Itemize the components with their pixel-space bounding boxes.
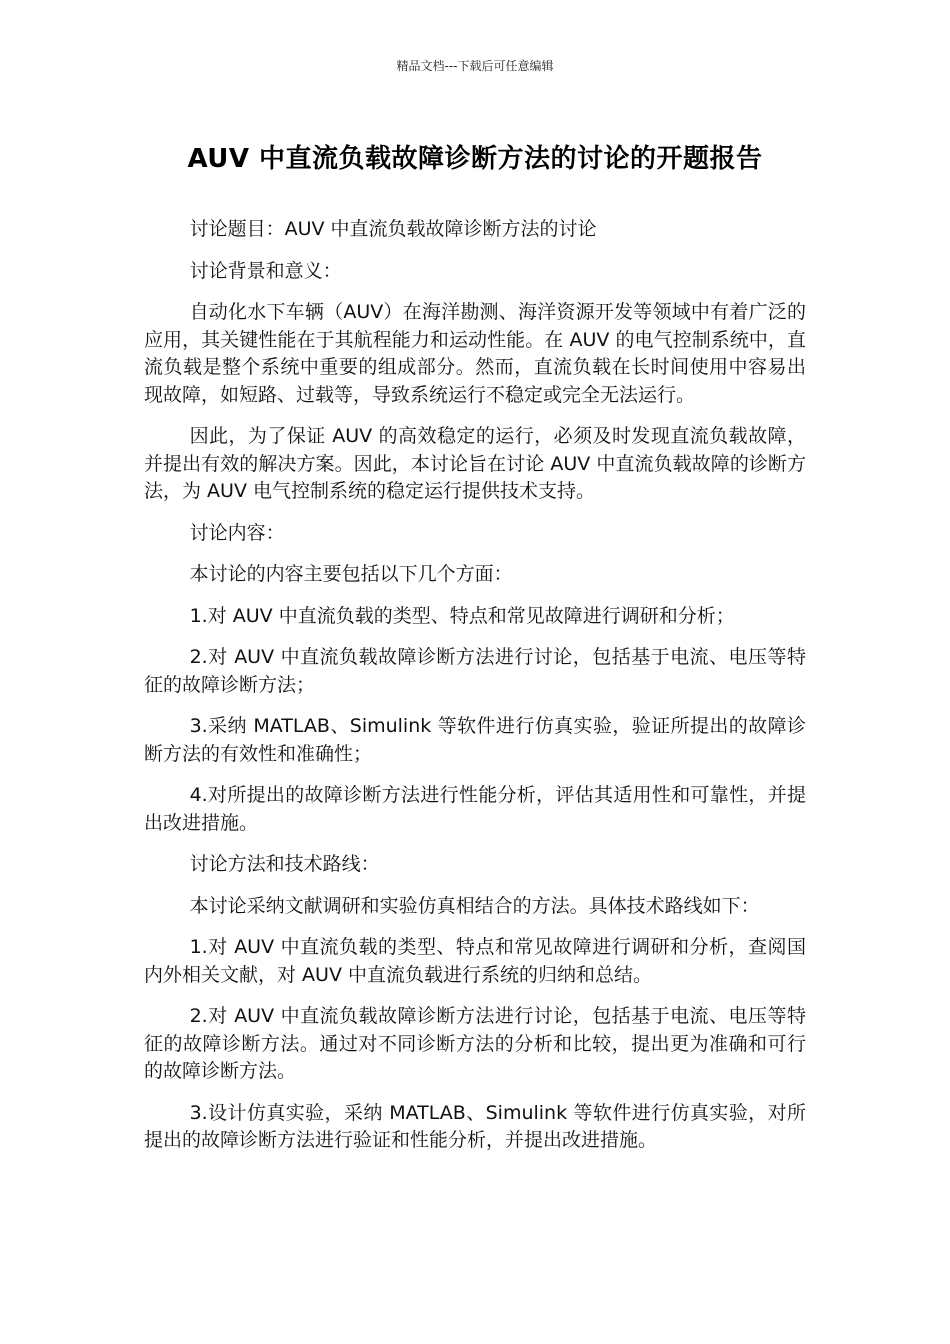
paragraph-content-item-4: 4.对所提出的故障诊断方法进行性能分析，评估其适用性和可靠性，并提出改进措施。 <box>144 784 806 834</box>
paragraph-content-item-1: 1.对 AUV 中直流负载的类型、特点和常见故障进行调研和分析； <box>189 604 735 627</box>
document-title: AUV 中直流负载故障诊断方法的讨论的开题报告 <box>187 144 763 174</box>
paragraph-content-intro: 本讨论的内容主要包括以下几个方面： <box>189 563 513 585</box>
paragraph-method-intro: 本讨论采纳文献调研和实验仿真相结合的方法。具体技术路线如下： <box>189 894 760 917</box>
page-header-note: 精品文档---下载后可任意编辑 <box>396 59 554 73</box>
paragraph-background-2: 因此，为了保证 AUV 的高效稳定的运行，必须及时发现直流负载故障，并提出有效的解决方案。因此，本讨论旨在讨论 AUV 中直流负载故障的诊断方法，为 AUV 电气控制系统的稳定运行提供技术支持。 <box>144 425 806 502</box>
paragraph-topic: 讨论题目：AUV 中直流负载故障诊断方法的讨论 <box>189 218 597 240</box>
paragraph-method-item-2: 2.对 AUV 中直流负载故障诊断方法进行讨论，包括基于电流、电压等特征的故障诊断方法。通过对不同诊断方法的分析和比较，提出更为准确和可行的故障诊断方法。 <box>144 1005 806 1082</box>
paragraph-content-item-2: 2.对 AUV 中直流负载故障诊断方法进行讨论，包括基于电流、电压等特征的故障诊断方法； <box>144 646 806 696</box>
paragraph-method-item-1: 1.对 AUV 中直流负载的类型、特点和常见故障进行调研和分析，查阅国内外相关文献，对 AUV 中直流负载进行系统的归纳和总结。 <box>144 936 806 986</box>
document-body <box>144 216 806 1169</box>
paragraph-content-heading: 讨论内容： <box>189 521 285 544</box>
paragraph-method-heading: 讨论方法和技术路线： <box>189 853 380 875</box>
paragraph-background-1: 自动化水下车辆（AUV）在海洋勘测、海洋资源开发等领域中有着广泛的应用，其关键性能在于其航程能力和运动性能。在 AUV 的电气控制系统中，直流负载是整个系统中重要的组成部分。然而，直流负载在长时间使用中容易出现故障，如短路、过载等，导致系统运行不稳定或完全无法运行。 <box>144 301 806 406</box>
paragraph-content-item-3: 3.采纳 MATLAB、Simulink 等软件进行仿真实验，验证所提出的故障诊断方法的有效性和准确性； <box>144 715 806 765</box>
paragraph-method-item-3: 3.设计仿真实验，采纳 MATLAB、Simulink 等软件进行仿真实验，对所提出的故障诊断方法进行验证和性能分析，并提出改进措施。 <box>144 1101 806 1151</box>
paragraph-background-heading: 讨论背景和意义： <box>189 259 342 282</box>
